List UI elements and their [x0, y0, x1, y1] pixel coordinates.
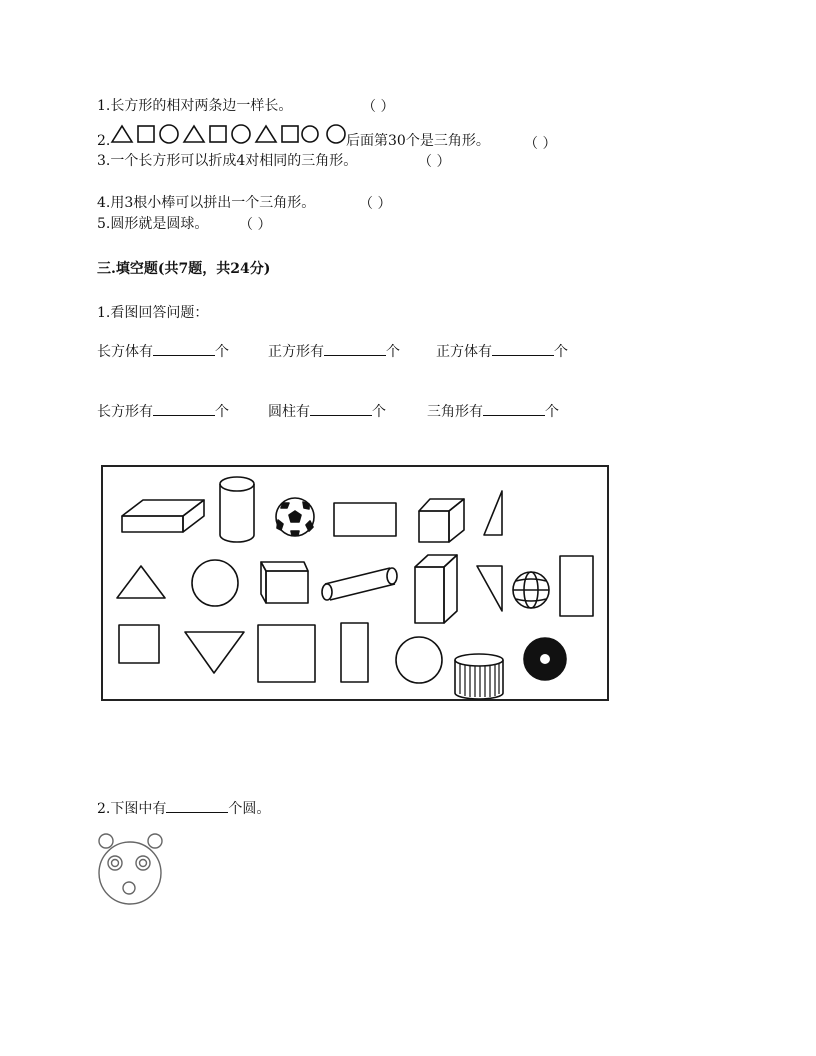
cylinder-icon [220, 477, 254, 542]
cuboid-icon [415, 555, 457, 623]
judge-item-5-answer[interactable]: （ ） [239, 217, 272, 233]
q1-prompt: 1.看图回答问题： [97, 305, 209, 321]
judge-item-3-text: 3.一个长方形可以折成4对相同的三角形。 [97, 153, 358, 169]
fill-unit: 个 [545, 404, 559, 420]
rectangle-icon [334, 503, 396, 536]
judge-item-2-text: 后面第30个是三角形。 [346, 133, 490, 149]
fill-label: 圆柱有 [268, 404, 310, 420]
judge-item-5-text: 5.圆形就是圆球。 [97, 216, 209, 232]
judge-item-1-text: 1.长方形的相对两条边一样长。 [97, 98, 293, 114]
square-icon [119, 625, 159, 663]
inverted-triangle-icon [185, 632, 244, 673]
sphere-icon [524, 638, 566, 680]
circle-icon [396, 637, 442, 683]
judge-item-4-answer[interactable]: （ ） [359, 196, 392, 212]
right-triangle-icon [477, 566, 502, 611]
soccer-ball-icon [276, 498, 314, 536]
fill-label: 正方体有 [436, 344, 492, 360]
judge-item-4-text: 4.用3根小棒可以拼出一个三角形。 [97, 195, 316, 211]
rectangle-icon [560, 556, 593, 616]
judge-item-2-answer[interactable]: （ ） [524, 136, 557, 152]
fill-label: 三角形有 [427, 404, 483, 420]
fill-unit: 个 [215, 344, 229, 360]
cylinder-icon [322, 568, 397, 600]
fill-unit: 个 [554, 344, 568, 360]
judge-item-1-answer[interactable]: （ ） [362, 99, 395, 115]
bear-face-icon [95, 831, 167, 909]
cylinder-icon [455, 654, 503, 699]
triangle-icon [117, 566, 165, 598]
section-title: 三.填空题(共7题，共24分) [97, 261, 271, 277]
cube-icon [419, 499, 464, 542]
judge-item-2-prefix: 2. [97, 133, 111, 149]
fill-unit: 个 [372, 404, 386, 420]
q2-suffix: 个圆。 [228, 801, 271, 817]
right-triangle-icon [484, 491, 502, 535]
globe-icon [513, 572, 549, 608]
fill-unit: 个 [386, 344, 400, 360]
cuboid-icon [122, 500, 204, 532]
cube-icon [261, 562, 308, 603]
fill-unit: 个 [215, 404, 229, 420]
square-icon [258, 625, 315, 682]
judge-item-3-answer[interactable]: （ ） [418, 154, 451, 170]
fill-label: 长方体有 [97, 344, 153, 360]
fill-label: 正方形有 [268, 344, 324, 360]
fill-label: 长方形有 [97, 404, 153, 420]
rectangle-icon [341, 623, 368, 682]
answer-blank[interactable] [166, 798, 228, 813]
q2-prefix: 2.下图中有 [97, 801, 167, 817]
circle-icon [192, 560, 238, 606]
q2-line [97, 798, 270, 818]
